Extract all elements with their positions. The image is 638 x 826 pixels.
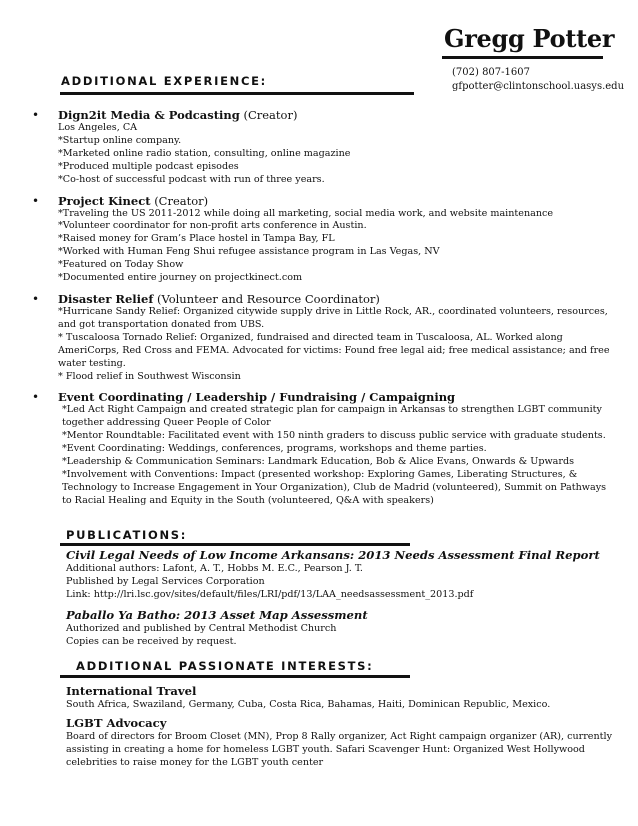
resume-name: Gregg Potter <box>444 24 615 53</box>
entry-line: * Tuscaloosa Tornado Relief: Organized, fundraised and directed team in Tuscaloosa, AL. Worked along AmeriCorps, Red Cross and FEMA. Advocated for victims: Found free legal aid; free medical assistance; and free water testing. <box>58 331 610 369</box>
experience-list <box>32 108 612 515</box>
entry-title: Dign2it Media & Podcasting <box>58 108 240 122</box>
bullet-icon: • <box>32 291 40 306</box>
entry-role: (Creator) <box>154 193 209 208</box>
entry-role: (Creator) <box>243 108 298 122</box>
bullet-icon: • <box>32 390 40 405</box>
interest-entry <box>66 716 616 770</box>
interest-title: International Travel <box>66 684 197 698</box>
entry-line: *Marketed online radio station, consulting, online magazine <box>58 147 351 159</box>
entry-line: *Featured on Today Show <box>58 259 184 271</box>
publication-entry <box>66 608 616 649</box>
publication-line: Additional authors: Lafont, A. T., Hobbs M. E.C., Pearson J. T. <box>66 563 363 574</box>
entry-line: *Produced multiple podcast episodes <box>58 160 239 172</box>
entry-line: *Involvement with Conventions: Impact (presented workshop: Exploring Games, Liberating Structures, & Technology to Increase Engagement in Your Organization), Club de Madrid (volunteered), Summit on Pathways to Racial Healing and Equity in the South (volunteered, Q&A with speakers) <box>62 468 607 506</box>
bullet-icon: • <box>32 193 40 208</box>
contact-phone: (702) 807-1607 <box>452 67 530 78</box>
publications-list <box>66 548 616 649</box>
section-rule-interests <box>60 675 410 678</box>
entry-heading <box>58 292 612 306</box>
entry-title: Disaster Relief <box>58 291 154 306</box>
entry-title: Project Kinect <box>58 193 151 208</box>
publication-line: Link: http://lri.lsc.gov/sites/default/files/LRI/pdf/13/LAA_needsassessment_2013.pdf <box>66 588 474 600</box>
entry-line: Los Angeles, CA <box>58 122 138 133</box>
entry-line: *Led Act Right Campaign and created strategic plan for campaign in Arkansas to strengthen LGBT community together addressing Queer People of Color <box>62 404 602 429</box>
entry-line: * Flood relief in Southwest Wisconsin <box>58 370 241 382</box>
entry-line: *Event Coordinating: Weddings, conferences, programs, workshops and theme parties. <box>62 443 487 455</box>
publication-title: Paballo Ya Batho: 2013 Asset Map Assessment <box>66 607 368 622</box>
experience-entry <box>32 292 612 383</box>
name-underline <box>442 56 603 59</box>
experience-entry <box>32 194 612 285</box>
contact-block <box>452 66 624 94</box>
publication-line: Published by Legal Services Corporation <box>66 575 265 587</box>
entry-line: *Co-host of successful podcast with run of three years. <box>58 173 325 185</box>
entry-heading <box>58 390 612 404</box>
entry-title: Event Coordinating / Leadership / Fundraising / Campaigning <box>58 390 456 405</box>
experience-entry <box>32 108 612 187</box>
entry-line: *Volunteer coordinator for non-profit arts conference in Austin. <box>58 220 367 232</box>
entry-line: *Documented entire journey on projectkinect.com <box>58 272 303 284</box>
contact-email: gfpotter@clintonschool.uasys.edu <box>452 81 625 92</box>
interest-entry <box>66 684 616 712</box>
publication-title: Civil Legal Needs of Low Income Arkansans: 2013 Needs Assessment Final Report <box>66 548 600 562</box>
interest-title: LGBT Advocacy <box>66 715 167 730</box>
entry-line: *Worked with Human Feng Shui refugee assistance program in Las Vegas, NV <box>58 246 440 258</box>
section-rule-publications <box>60 543 410 546</box>
interest-line: Board of directors for Broom Closet (MN), Prop 8 Rally organizer, Act Right campaign organizer (AR), currently assisting in creating a home for homeless LGBT youth. Safari Scavenger Hunt: Organized West Hollywood celebrities to raise money for the LGBT youth center <box>66 730 612 768</box>
entry-heading <box>58 194 612 208</box>
entry-line: *Mentor Roundtable: Facilitated event with 150 ninth graders to discuss public service with graduate students. <box>62 430 606 442</box>
entry-heading <box>58 108 612 122</box>
experience-entry <box>32 390 612 507</box>
entry-line: *Traveling the US 2011-2012 while doing all marketing, social media work, and website maintenance <box>58 207 554 219</box>
entry-line: *Leadership & Communication Seminars: Landmark Education, Bob & Alice Evans, Onwards & Upwards <box>62 456 575 468</box>
bullet-icon: • <box>32 108 40 122</box>
entry-line: *Raised money for Gram’s Place hostel in Tampa Bay, FL <box>58 233 335 245</box>
publication-line: Authorized and published by Central Methodist Church <box>66 622 337 634</box>
section-rule-experience <box>60 92 414 95</box>
section-heading-interests: ADDITIONAL PASSIONATE INTERESTS: <box>76 659 374 673</box>
entry-line: *Startup online company. <box>58 134 182 146</box>
entry-role: (Volunteer and Resource Coordinator) <box>156 291 380 306</box>
section-heading-publications: PUBLICATIONS: <box>66 528 188 542</box>
publication-entry <box>66 548 616 602</box>
interests-list <box>66 684 616 770</box>
publication-line: Copies can be received by request. <box>66 635 237 647</box>
section-heading-experience: ADDITIONAL EXPERIENCE: <box>61 74 267 88</box>
entry-line: *Hurricane Sandy Relief: Organized citywide supply drive in Little Rock, AR., coordinated volunteers, resources, and got transportation donated from UBS. <box>58 305 608 330</box>
interest-line: South Africa, Swaziland, Germany, Cuba, Costa Rica, Bahamas, Haiti, Dominican Republic, Mexico. <box>66 699 551 710</box>
